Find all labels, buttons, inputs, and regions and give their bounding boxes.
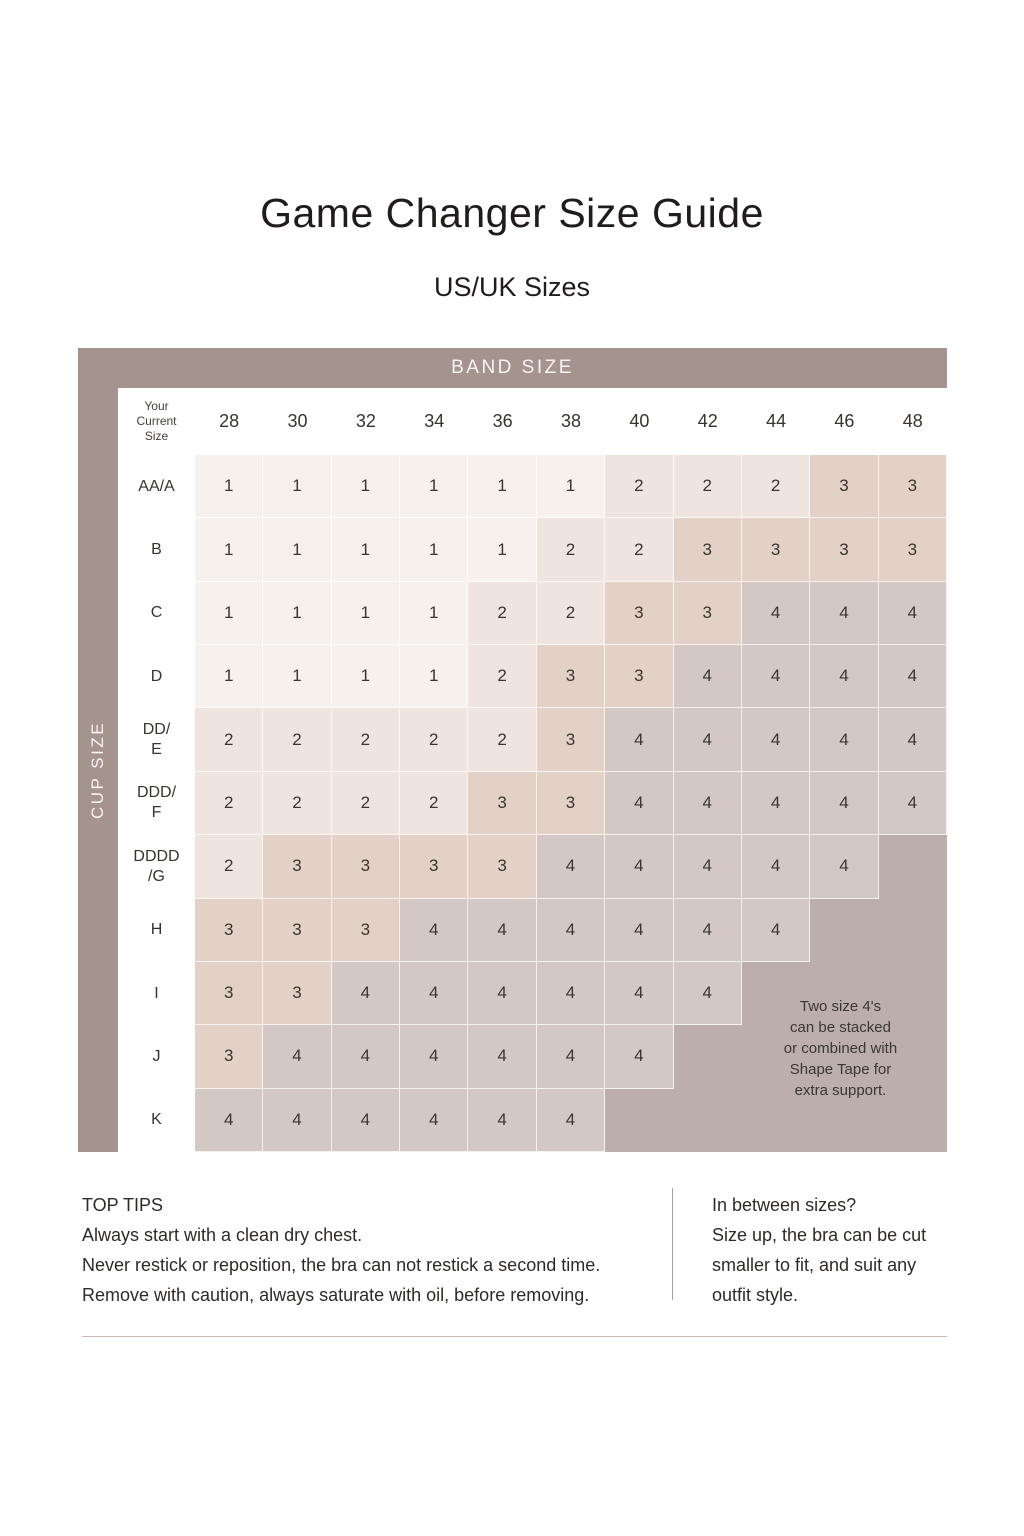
table-row [118, 645, 947, 708]
between-sizes-section [712, 1190, 926, 1310]
size-cell: 1 [332, 518, 400, 581]
size-cell: 4 [400, 1089, 468, 1152]
size-cell: 4 [400, 899, 468, 962]
text-line: B [151, 541, 162, 559]
size-cell: 3 [332, 835, 400, 898]
size-cell: 4 [468, 899, 536, 962]
current-size-label [118, 388, 195, 455]
text-line: Your [144, 399, 169, 413]
table-row [118, 772, 947, 835]
empty-cell [810, 899, 878, 962]
size-cell: 4 [879, 582, 947, 645]
cup-size-I [118, 962, 195, 1025]
size-cell: 4 [810, 582, 878, 645]
size-cell: 4 [742, 582, 810, 645]
size-cell: 4 [468, 1089, 536, 1152]
text-line: Two size 4's [799, 998, 882, 1015]
band-size-34: 34 [400, 388, 468, 455]
table-row [118, 455, 947, 518]
size-cell: 1 [537, 455, 605, 518]
text-line: can be stacked [790, 1019, 891, 1036]
size-cell: 4 [605, 835, 673, 898]
text-line: Size up, the bra can be cut [712, 1225, 927, 1245]
cup-size-H [118, 899, 195, 962]
cup-size-D [118, 645, 195, 708]
band-size-row [118, 388, 947, 455]
size-cell: 3 [332, 899, 400, 962]
size-cell: 4 [468, 962, 536, 1025]
size-cell: 4 [332, 962, 400, 1025]
size-cell: 3 [742, 518, 810, 581]
empty-cell [605, 1089, 673, 1152]
size-cell: 1 [332, 645, 400, 708]
band-size-48: 48 [879, 388, 947, 455]
size-cell: 2 [605, 455, 673, 518]
size-cell: 4 [674, 899, 742, 962]
size-cell: 2 [468, 582, 536, 645]
empty-cell [879, 835, 947, 898]
text-line: I [154, 984, 159, 1002]
size-cell: 2 [674, 455, 742, 518]
size-cell: 4 [537, 1025, 605, 1088]
size-cell: 2 [537, 582, 605, 645]
size-cell: 3 [537, 772, 605, 835]
size-cell: 4 [879, 772, 947, 835]
size-cell: 2 [195, 708, 263, 771]
size-cell: 4 [674, 772, 742, 835]
size-cell: 2 [468, 708, 536, 771]
size-cell: 4 [537, 962, 605, 1025]
text-line: AA/A [138, 477, 175, 495]
text-line: E [151, 741, 162, 759]
size-cell: 4 [537, 899, 605, 962]
size-cell: 3 [879, 518, 947, 581]
empty-cell [674, 1025, 742, 1088]
text-line: outfit style. [712, 1285, 799, 1305]
table-row [118, 518, 947, 581]
size-cell: 2 [400, 708, 468, 771]
text-line: or combined with [783, 1040, 898, 1057]
size-cell: 1 [195, 455, 263, 518]
size-cell: 4 [674, 708, 742, 771]
size-cell: 4 [263, 1025, 331, 1088]
size-cell: 1 [400, 455, 468, 518]
size-cell: 4 [810, 708, 878, 771]
size-cell: 1 [400, 518, 468, 581]
size-cell: 4 [742, 708, 810, 771]
size-cell: 4 [605, 1025, 673, 1088]
size-cell: 2 [263, 772, 331, 835]
text-line: F [151, 804, 162, 822]
cup-size-AAA [118, 455, 195, 518]
band-size-44: 44 [742, 388, 810, 455]
size-cell: 4 [674, 835, 742, 898]
text-line: DDDD [133, 847, 180, 865]
size-guide-table [78, 348, 947, 1152]
text-line: H [150, 921, 163, 939]
cup-size-K [118, 1089, 195, 1152]
size-cell: 3 [674, 582, 742, 645]
size-cell: 3 [195, 1025, 263, 1088]
top-tips-lines [82, 1220, 600, 1310]
text-line: C [150, 604, 163, 622]
text-line: D [150, 667, 163, 685]
vertical-divider [672, 1188, 673, 1300]
size-cell: 3 [537, 645, 605, 708]
size-cell: 4 [605, 899, 673, 962]
text-line: Shape Tape for [789, 1061, 892, 1078]
cup-size-axis [78, 388, 118, 1152]
table-row [118, 899, 947, 962]
size-cell: 4 [674, 645, 742, 708]
size-cell: 4 [742, 835, 810, 898]
size-cell: 1 [263, 518, 331, 581]
table-row [118, 708, 947, 771]
top-tips-section [82, 1190, 600, 1310]
size-cell: 2 [468, 645, 536, 708]
between-sizes-heading: In between sizes? [712, 1195, 857, 1215]
text-line: DD/ [142, 721, 171, 739]
cup-size-DDE [118, 708, 195, 771]
size-cell: 4 [810, 645, 878, 708]
band-size-28: 28 [195, 388, 263, 455]
size-cell: 4 [674, 962, 742, 1025]
table-row [118, 582, 947, 645]
empty-cell [674, 1089, 742, 1152]
top-tips-heading: TOP TIPS [82, 1195, 164, 1215]
size-cell: 3 [400, 835, 468, 898]
between-sizes-lines [712, 1220, 926, 1310]
size-cell: 3 [605, 645, 673, 708]
size-cell: 3 [605, 582, 673, 645]
size-cell: 4 [332, 1089, 400, 1152]
size-cell: 4 [879, 708, 947, 771]
cup-size-DDDF [118, 772, 195, 835]
size-cell: 3 [263, 835, 331, 898]
text-line: Current [136, 414, 177, 428]
size-cell: 4 [810, 835, 878, 898]
page-title: Game Changer Size Guide [260, 190, 764, 236]
size-cell: 3 [537, 708, 605, 771]
size-cell: 3 [195, 962, 263, 1025]
size-cell: 1 [195, 645, 263, 708]
text-line: Never restick or reposition, the bra can not restick a second time. [82, 1255, 601, 1275]
cup-size-DDDDG [118, 835, 195, 898]
size-cell: 3 [263, 899, 331, 962]
size-cell: 1 [195, 518, 263, 581]
band-size-32: 32 [332, 388, 400, 455]
size-cell: 4 [468, 1025, 536, 1088]
cup-size-label: CUP SIZE [88, 720, 107, 820]
size-cell: 4 [195, 1089, 263, 1152]
size-cell: 2 [742, 455, 810, 518]
size-cell: 2 [400, 772, 468, 835]
size-cell: 4 [742, 899, 810, 962]
size-cell: 3 [195, 899, 263, 962]
bottom-divider [82, 1336, 947, 1337]
size-cell: 3 [879, 455, 947, 518]
size-cell: 4 [605, 962, 673, 1025]
text-line: /G [148, 867, 165, 885]
size-cell: 4 [605, 772, 673, 835]
text-line: K [151, 1111, 162, 1129]
text-line: J [152, 1047, 161, 1065]
table-row [118, 835, 947, 898]
size-cell: 4 [400, 962, 468, 1025]
size-cell: 4 [263, 1089, 331, 1152]
size-cell: 2 [605, 518, 673, 581]
size-cell: 4 [332, 1025, 400, 1088]
size-cell: 3 [810, 455, 878, 518]
size-cell: 2 [263, 708, 331, 771]
size-cell: 1 [400, 645, 468, 708]
band-size-42: 42 [674, 388, 742, 455]
size-cell: 4 [879, 645, 947, 708]
band-size-36: 36 [468, 388, 536, 455]
band-size-30: 30 [263, 388, 331, 455]
cup-size-J [118, 1025, 195, 1088]
size-cell: 1 [400, 582, 468, 645]
size-cell: 2 [195, 772, 263, 835]
size-cell: 2 [332, 708, 400, 771]
size-cell: 2 [332, 772, 400, 835]
cup-size-B [118, 518, 195, 581]
page-subtitle: US/UK Sizes [433, 272, 591, 302]
cup-size-C [118, 582, 195, 645]
size-cell: 3 [810, 518, 878, 581]
text-line: Size [144, 429, 169, 443]
text-line: DDD/ [136, 784, 177, 802]
size-cell: 1 [263, 582, 331, 645]
size-cell: 3 [263, 962, 331, 1025]
size-cell: 1 [332, 455, 400, 518]
size-cell: 1 [332, 582, 400, 645]
size-cell: 3 [468, 772, 536, 835]
text-line: smaller to fit, and suit any [712, 1255, 917, 1275]
size-cell: 4 [742, 645, 810, 708]
size-cell: 2 [537, 518, 605, 581]
stacking-note [738, 996, 943, 1101]
size-cell: 1 [263, 645, 331, 708]
size-cell: 1 [195, 582, 263, 645]
band-size-38: 38 [537, 388, 605, 455]
size-cell: 1 [468, 518, 536, 581]
size-cell: 3 [468, 835, 536, 898]
band-size-46: 46 [810, 388, 878, 455]
size-cell: 4 [605, 708, 673, 771]
band-size-40: 40 [605, 388, 673, 455]
size-cell: 1 [468, 455, 536, 518]
size-cell: 1 [263, 455, 331, 518]
band-size-header: BAND SIZE [78, 348, 947, 388]
empty-cell [879, 899, 947, 962]
size-cell: 4 [537, 1089, 605, 1152]
text-line: Remove with caution, always saturate with oil, before removing. [82, 1285, 590, 1305]
size-cell: 4 [742, 772, 810, 835]
size-cell: 4 [400, 1025, 468, 1088]
text-line: extra support. [794, 1082, 887, 1099]
size-cell: 4 [810, 772, 878, 835]
size-cell: 2 [195, 835, 263, 898]
size-cell: 4 [537, 835, 605, 898]
size-cell: 3 [674, 518, 742, 581]
text-line: Always start with a clean dry chest. [82, 1225, 363, 1245]
